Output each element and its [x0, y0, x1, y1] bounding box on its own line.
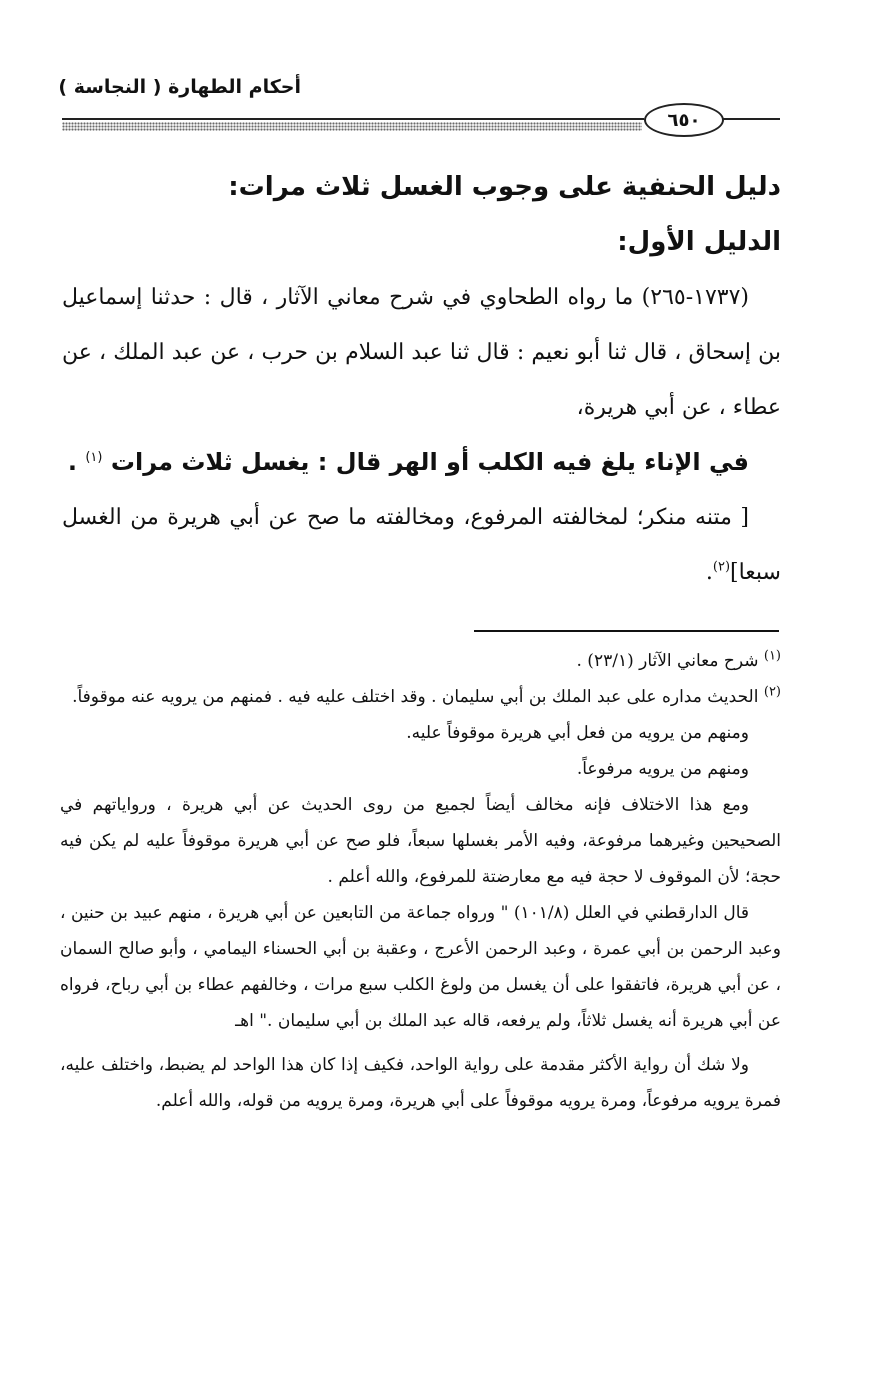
section-heading: دليل الحنفية على وجوب الغسل ثلاث مرات: — [228, 172, 781, 202]
page-number: ٦٥٠ — [644, 103, 724, 137]
footnote-2 — [60, 679, 781, 715]
footnote-2-line-2: ومنهم من يرويه من فعل أبي هريرة موقوفاً عليه. — [406, 723, 749, 743]
hadith-quote: في الإناء يلغ فيه الكلب أو الهر قال : يغسل ثلاث مرات — [110, 448, 749, 476]
hadith-text — [62, 435, 781, 490]
section-subheading: الدليل الأول: — [617, 227, 781, 257]
footnote-ref-1: (١) — [85, 450, 103, 465]
footnotes — [60, 643, 781, 1119]
judgment-end: . — [705, 560, 713, 585]
footnote-2-line-3: ومنهم من يرويه مرفوعاً. — [576, 759, 749, 779]
judgment-paragraph — [62, 490, 781, 600]
footnote-2-paragraph-4: ولا شك أن رواية الأكثر مقدمة على رواية الواحد، فكيف إذا كان هذا الواحد لم يضبط، واختلف عليه، فمرة يرويه مرفوعاً، ومرة يرويه موقوفاً على أبي هريرة، ومرة يرويه من قوله، والله أعلم. — [60, 1055, 781, 1111]
hadith-end: . — [67, 448, 86, 476]
header-line-right — [720, 118, 780, 120]
header-rule-left — [62, 122, 642, 131]
footnote-2-paragraph-2: ومع هذا الاختلاف فإنه مخالف أيضاً لجميع من روى الحديث عن أبي هريرة ، ورواياتهم في الصحيحين وغيرهما مرفوعة، وفيه الأمر بغسلها سبعاً، فلو صح عن أبي هريرة موقوفاً عليه لم يكن فيه حجة؛ لأن الموقوف لا حجة فيه مع معارضتة للمرفوع، والله أعلم . — [60, 795, 781, 887]
footnote-separator — [474, 630, 779, 632]
footnote-1-marker: (١) — [763, 648, 781, 664]
judgment-text: [ متنه منكر؛ لمخالفته المرفوع، ومخالفته ما صح عن أبي هريرة من الغسل سبعا] — [62, 505, 781, 585]
footnote-2-paragraph-3: قال الدارقطني في العلل (١٠١/٨) " ورواه جماعة من التابعين عن أبي هريرة ، منهم عبيد بن حنين ، وعبد الرحمن بن أبي عمرة ، وعبد الرحمن الأعرج ، وعقبة بن أبي الحسناء اليمامي ، وأبو صالح السمان ، عن أبي هريرة، فاتفقوا على أن يغسل من ولوغ الكلب سبع مرات ، وخالفهم عطاء بن أبي رباح، فرواه عن أبي هريرة أنه يغسل ثلاثاً، ولم يرفعه، قاله عبد الملك بن أبي سليمان ." اهـ — [60, 903, 781, 1031]
running-title: أحكام الطهارة ( النجاسة ) — [58, 76, 301, 98]
footnote-2-marker: (٢) — [763, 684, 781, 700]
footnote-2-text: الحديث مداره على عبد الملك بن أبي سليمان . وقد اختلف عليه فيه . فمنهم من يرويه عنه موقوفاً. — [72, 687, 764, 707]
footnote-ref-2: (٢) — [712, 559, 731, 575]
footnote-1 — [60, 643, 781, 679]
footnote-1-text: شرح معاني الآثار (٢٣/١) . — [576, 651, 764, 671]
main-text — [62, 160, 781, 600]
hadith-chain-paragraph: (١٧٣٧-٢٦٥) ما رواه الطحاوي في شرح معاني الآثار ، قال : حدثنا إسماعيل بن إسحاق ، قال ثنا أبو نعيم : قال ثنا عبد السلام بن حرب ، عن عبد الملك ، عن عطاء ، عن أبي هريرة، — [62, 285, 781, 420]
header-line-left — [62, 118, 644, 120]
